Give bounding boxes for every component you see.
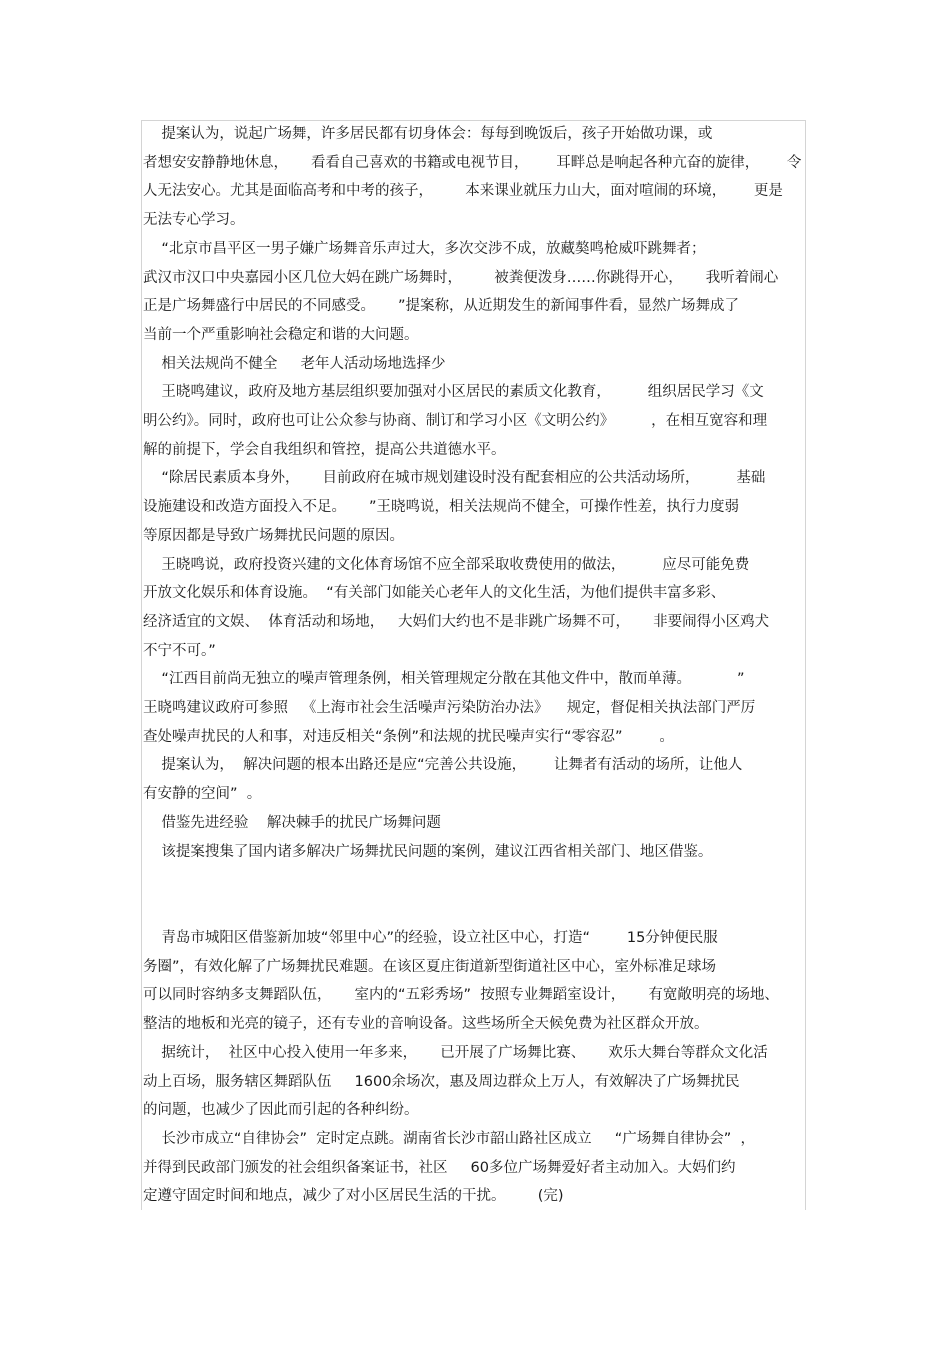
text-line: 长沙市成立“自律协会” 定时定点跳。湖南省长沙市韶山路社区成立 “广场舞自律协会” ， bbox=[143, 1130, 755, 1147]
text-line: 王晓鸣建议政府可参照 《上海市社会生活噪声污染防治办法》 规定，督促相关执法部门严厉 bbox=[143, 700, 756, 717]
text-line: 的问题，也减少了因此而引起的各种纠纷。 bbox=[143, 1102, 419, 1119]
text-line: 务圈”，有效化解了广场舞扰民难题。在该区夏庄街道新型街道社区中心，室外标准足球场 bbox=[143, 958, 717, 975]
text-line: “江西目前尚无独立的噪声管理条例，相关管理规定分散在其他文件中，散而单薄。 ” bbox=[143, 671, 745, 688]
text-line: 当前一个严重影响社会稳定和谐的大问题。 bbox=[143, 326, 419, 343]
section-heading: 借鉴先进经验 解决棘手的扰民广场舞问题 bbox=[143, 814, 441, 831]
text-line: 可以同时容纳多支舞蹈队伍， 室内的“五彩秀场” 按照专业舞蹈室设计， 有宽敞明亮的场地、 bbox=[143, 987, 779, 1004]
text-line: 定遵守固定时间和地点，减少了对小区居民生活的干扰。 (完) bbox=[143, 1188, 564, 1205]
text-line: “北京市昌平区一男子嫌广场舞音乐声过大，多次交涉不成，放藏獒鸣枪威吓跳舞者； bbox=[143, 240, 706, 257]
text-line: 王晓鸣建议，政府及地方基层组织要加强对小区居民的素质文化教育， 组织居民学习《文 bbox=[143, 384, 764, 401]
text-line: 有安静的空间” 。 bbox=[143, 786, 262, 803]
article-block-1 bbox=[143, 120, 805, 866]
text-line: 不宁不可。” bbox=[143, 642, 216, 659]
text-line: 武汉市汉口中央嘉园小区几位大妈在跳广场舞时， 被粪便泼身……你跳得开心， 我听着闹心 bbox=[143, 269, 779, 286]
text-line: 等原因都是导致广场舞扰民问题的原因。 bbox=[143, 527, 404, 544]
text-line: 正是广场舞盛行中居民的不同感受。 ”提案称，从近期发生的新闻事件看，显然广场舞成了 bbox=[143, 298, 740, 315]
text-line: 明公约》。同时，政府也可让公众参与协商、制订和学习小区《文明公约》 ，在相互宽容和理 bbox=[143, 413, 768, 430]
text-line: 无法专心学习。 bbox=[143, 212, 245, 229]
text-line: 者想安安静静地休息， 看看自己喜欢的书籍或电视节目， 耳畔总是响起各种亢奋的旋律， 令 bbox=[143, 154, 802, 171]
text-line: 并得到民政部门颁发的社会组织备案证书，社区 60多位广场舞爱好者主动加入。大妈们约 bbox=[143, 1159, 736, 1176]
text-line: 开放文化娱乐和体育设施。 “有关部门如能关心老年人的文化生活，为他们提供丰富多彩、 bbox=[143, 585, 726, 602]
text-line: 解的前提下，学会自我组织和管控，提高公共道德水平。 bbox=[143, 441, 506, 458]
section-heading: 相关法规尚不健全 老年人活动场地选择少 bbox=[143, 355, 446, 372]
text-line: 王晓鸣说，政府投资兴建的文化体育场馆不应全部采取收费使用的做法， 应尽可能免费 bbox=[143, 556, 750, 573]
text-line: 查处噪声扰民的人和事，对违反相关“条例”和法规的扰民噪声实行“零容忍” 。 bbox=[143, 728, 674, 745]
text-line: 该提案搜集了国内诸多解决广场舞扰民问题的案例，建议江西省相关部门、地区借鉴。 bbox=[143, 843, 713, 860]
text-line: 整洁的地板和光亮的镜子，还有专业的音响设备。这些场所全天候免费为社区群众开放。 bbox=[143, 1016, 709, 1033]
text-line: 据统计， 社区中心投入使用一年多来， 已开展了广场舞比赛、 欢乐大舞台等群众文化活 bbox=[143, 1044, 768, 1061]
text-line: 设施建设和改造方面投入不足。 ”王晓鸣说，相关法规尚不健全，可操作性差，执行力度弱 bbox=[143, 499, 740, 516]
text-line: 经济适宜的文娱、 体育活动和场地， 大妈们大约也不是非跳广场舞不可， 非要闹得小区鸡犬 bbox=[143, 613, 770, 630]
text-line: 人无法安心。尤其是面临高考和中考的孩子， 本来课业就压力山大，面对喧闹的环境， 更是 bbox=[143, 183, 783, 200]
text-line: 提案认为， 解决问题的根本出路还是应“完善公共设施， 让舞者有活动的场所，让他人 bbox=[143, 757, 743, 774]
article-block-2 bbox=[143, 924, 805, 1211]
text-line: 青岛市城阳区借鉴新加坡“邻里中心”的经验，设立社区中心，打造“ 15分钟便民服 bbox=[143, 930, 718, 946]
text-line: “除居民素质本身外， 目前政府在城市规划建设时没有配套相应的公共活动场所， 基础 bbox=[143, 470, 766, 487]
text-line: 提案认为，说起广场舞，许多居民都有切身体会：每每到晚饭后，孩子开始做功课，或 bbox=[143, 126, 713, 142]
text-line: 动上百场，服务辖区舞蹈队伍 1600余场次，惠及周边群众上万人，有效解决了广场舞扰民 bbox=[143, 1073, 740, 1090]
